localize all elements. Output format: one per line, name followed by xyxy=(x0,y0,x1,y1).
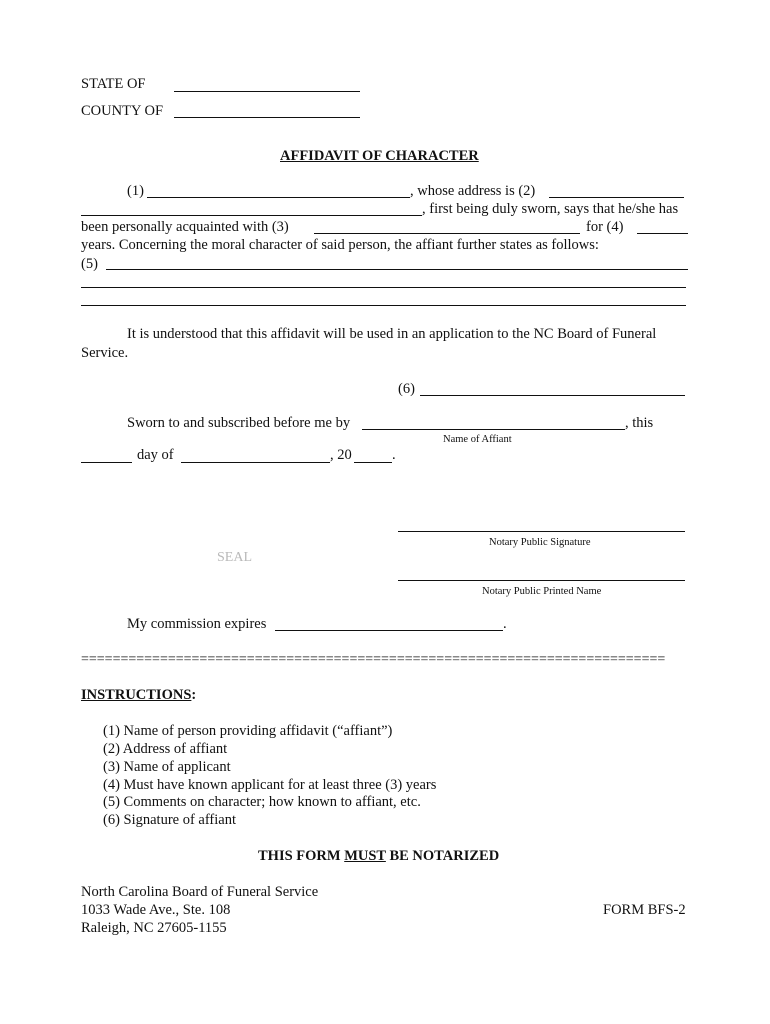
instruction-item: (2) Address of affiant xyxy=(103,741,228,757)
notary-printed-name-field[interactable] xyxy=(398,580,685,581)
moral-character-text: years. Concerning the moral character of said person, the affiant further states as follows: xyxy=(81,237,599,253)
section-separator: ========================================================================== xyxy=(81,652,666,667)
footer-address-1: 1033 Wade Ave., Ste. 108 xyxy=(81,902,231,918)
seal-placeholder: SEAL xyxy=(217,550,252,565)
affiant-name-field[interactable] xyxy=(147,197,410,198)
item-5-number: (5) xyxy=(81,256,98,272)
instruction-item: (6) Signature of affiant xyxy=(103,812,237,828)
state-label: STATE OF xyxy=(81,76,146,92)
acquainted-text: been personally acquainted with (3) xyxy=(81,219,289,235)
understood-text-line-1: It is understood that this affidavit will be used in an application to the NC Board of Funeral xyxy=(127,326,657,342)
sworn-this-text: , this xyxy=(625,415,654,431)
footer-org: North Carolina Board of Funeral Service xyxy=(81,884,319,900)
form-id: FORM BFS-2 xyxy=(603,902,686,918)
whose-address-text: , whose address is (2) xyxy=(410,183,536,199)
sworn-label: Sworn to and subscribed before me by xyxy=(127,415,351,431)
character-comments-field-2[interactable] xyxy=(81,287,686,288)
year-end-period: . xyxy=(392,447,396,463)
item-6-number: (6) xyxy=(398,381,415,397)
applicant-name-field[interactable] xyxy=(314,233,580,234)
understood-text-line-2: Service. xyxy=(81,345,129,361)
instruction-item: (4) Must have known applicant for at least three (3) years xyxy=(103,777,437,793)
instruction-item: (5) Comments on character; how known to affiant, etc. xyxy=(103,794,421,810)
notarize-notice xyxy=(258,847,499,865)
day-of-label: day of xyxy=(137,447,174,463)
notary-printed-name-caption: Notary Public Printed Name xyxy=(482,586,602,597)
notary-signature-caption: Notary Public Signature xyxy=(489,537,591,548)
years-known-field[interactable] xyxy=(637,233,688,234)
instruction-item: (1) Name of person providing affidavit (“affiant”) xyxy=(103,723,393,739)
affiant-address-field-1[interactable] xyxy=(549,197,684,198)
notarize-must: MUST xyxy=(344,848,386,864)
state-field[interactable] xyxy=(174,91,360,92)
sworn-affiant-name-field[interactable] xyxy=(362,429,625,430)
instructions-heading-colon: : xyxy=(191,687,197,703)
commission-label: My commission expires xyxy=(127,616,267,632)
character-comments-field-3[interactable] xyxy=(81,305,686,306)
instructions-heading-text: INSTRUCTIONS xyxy=(81,687,192,703)
character-comments-field-1[interactable] xyxy=(106,269,688,270)
affiant-signature-field[interactable] xyxy=(420,395,685,396)
footer-address-2: Raleigh, NC 27605-1155 xyxy=(81,920,227,936)
duly-sworn-text: , first being duly sworn, says that he/she has xyxy=(422,201,679,217)
instruction-item: (3) Name of applicant xyxy=(103,759,231,775)
notarize-part-2: BE NOTARIZED xyxy=(385,848,500,864)
county-label: COUNTY OF xyxy=(81,103,164,119)
notary-signature-field[interactable] xyxy=(398,531,685,532)
month-field[interactable] xyxy=(181,462,330,463)
commission-expires-field[interactable] xyxy=(275,630,503,631)
year-prefix: , 20 xyxy=(330,447,352,463)
item-1-number: (1) xyxy=(127,183,144,199)
name-of-affiant-caption: Name of Affiant xyxy=(443,434,512,445)
form-title: AFFIDAVIT OF CHARACTER xyxy=(280,148,479,164)
commission-end-period: . xyxy=(503,616,507,632)
notarize-part-1: THIS FORM xyxy=(258,848,345,864)
affiant-address-field-2[interactable] xyxy=(81,215,422,216)
instructions-heading xyxy=(81,686,196,704)
county-field[interactable] xyxy=(174,117,360,118)
for-text: for (4) xyxy=(586,219,624,235)
year-field[interactable] xyxy=(354,462,392,463)
day-field[interactable] xyxy=(81,462,132,463)
